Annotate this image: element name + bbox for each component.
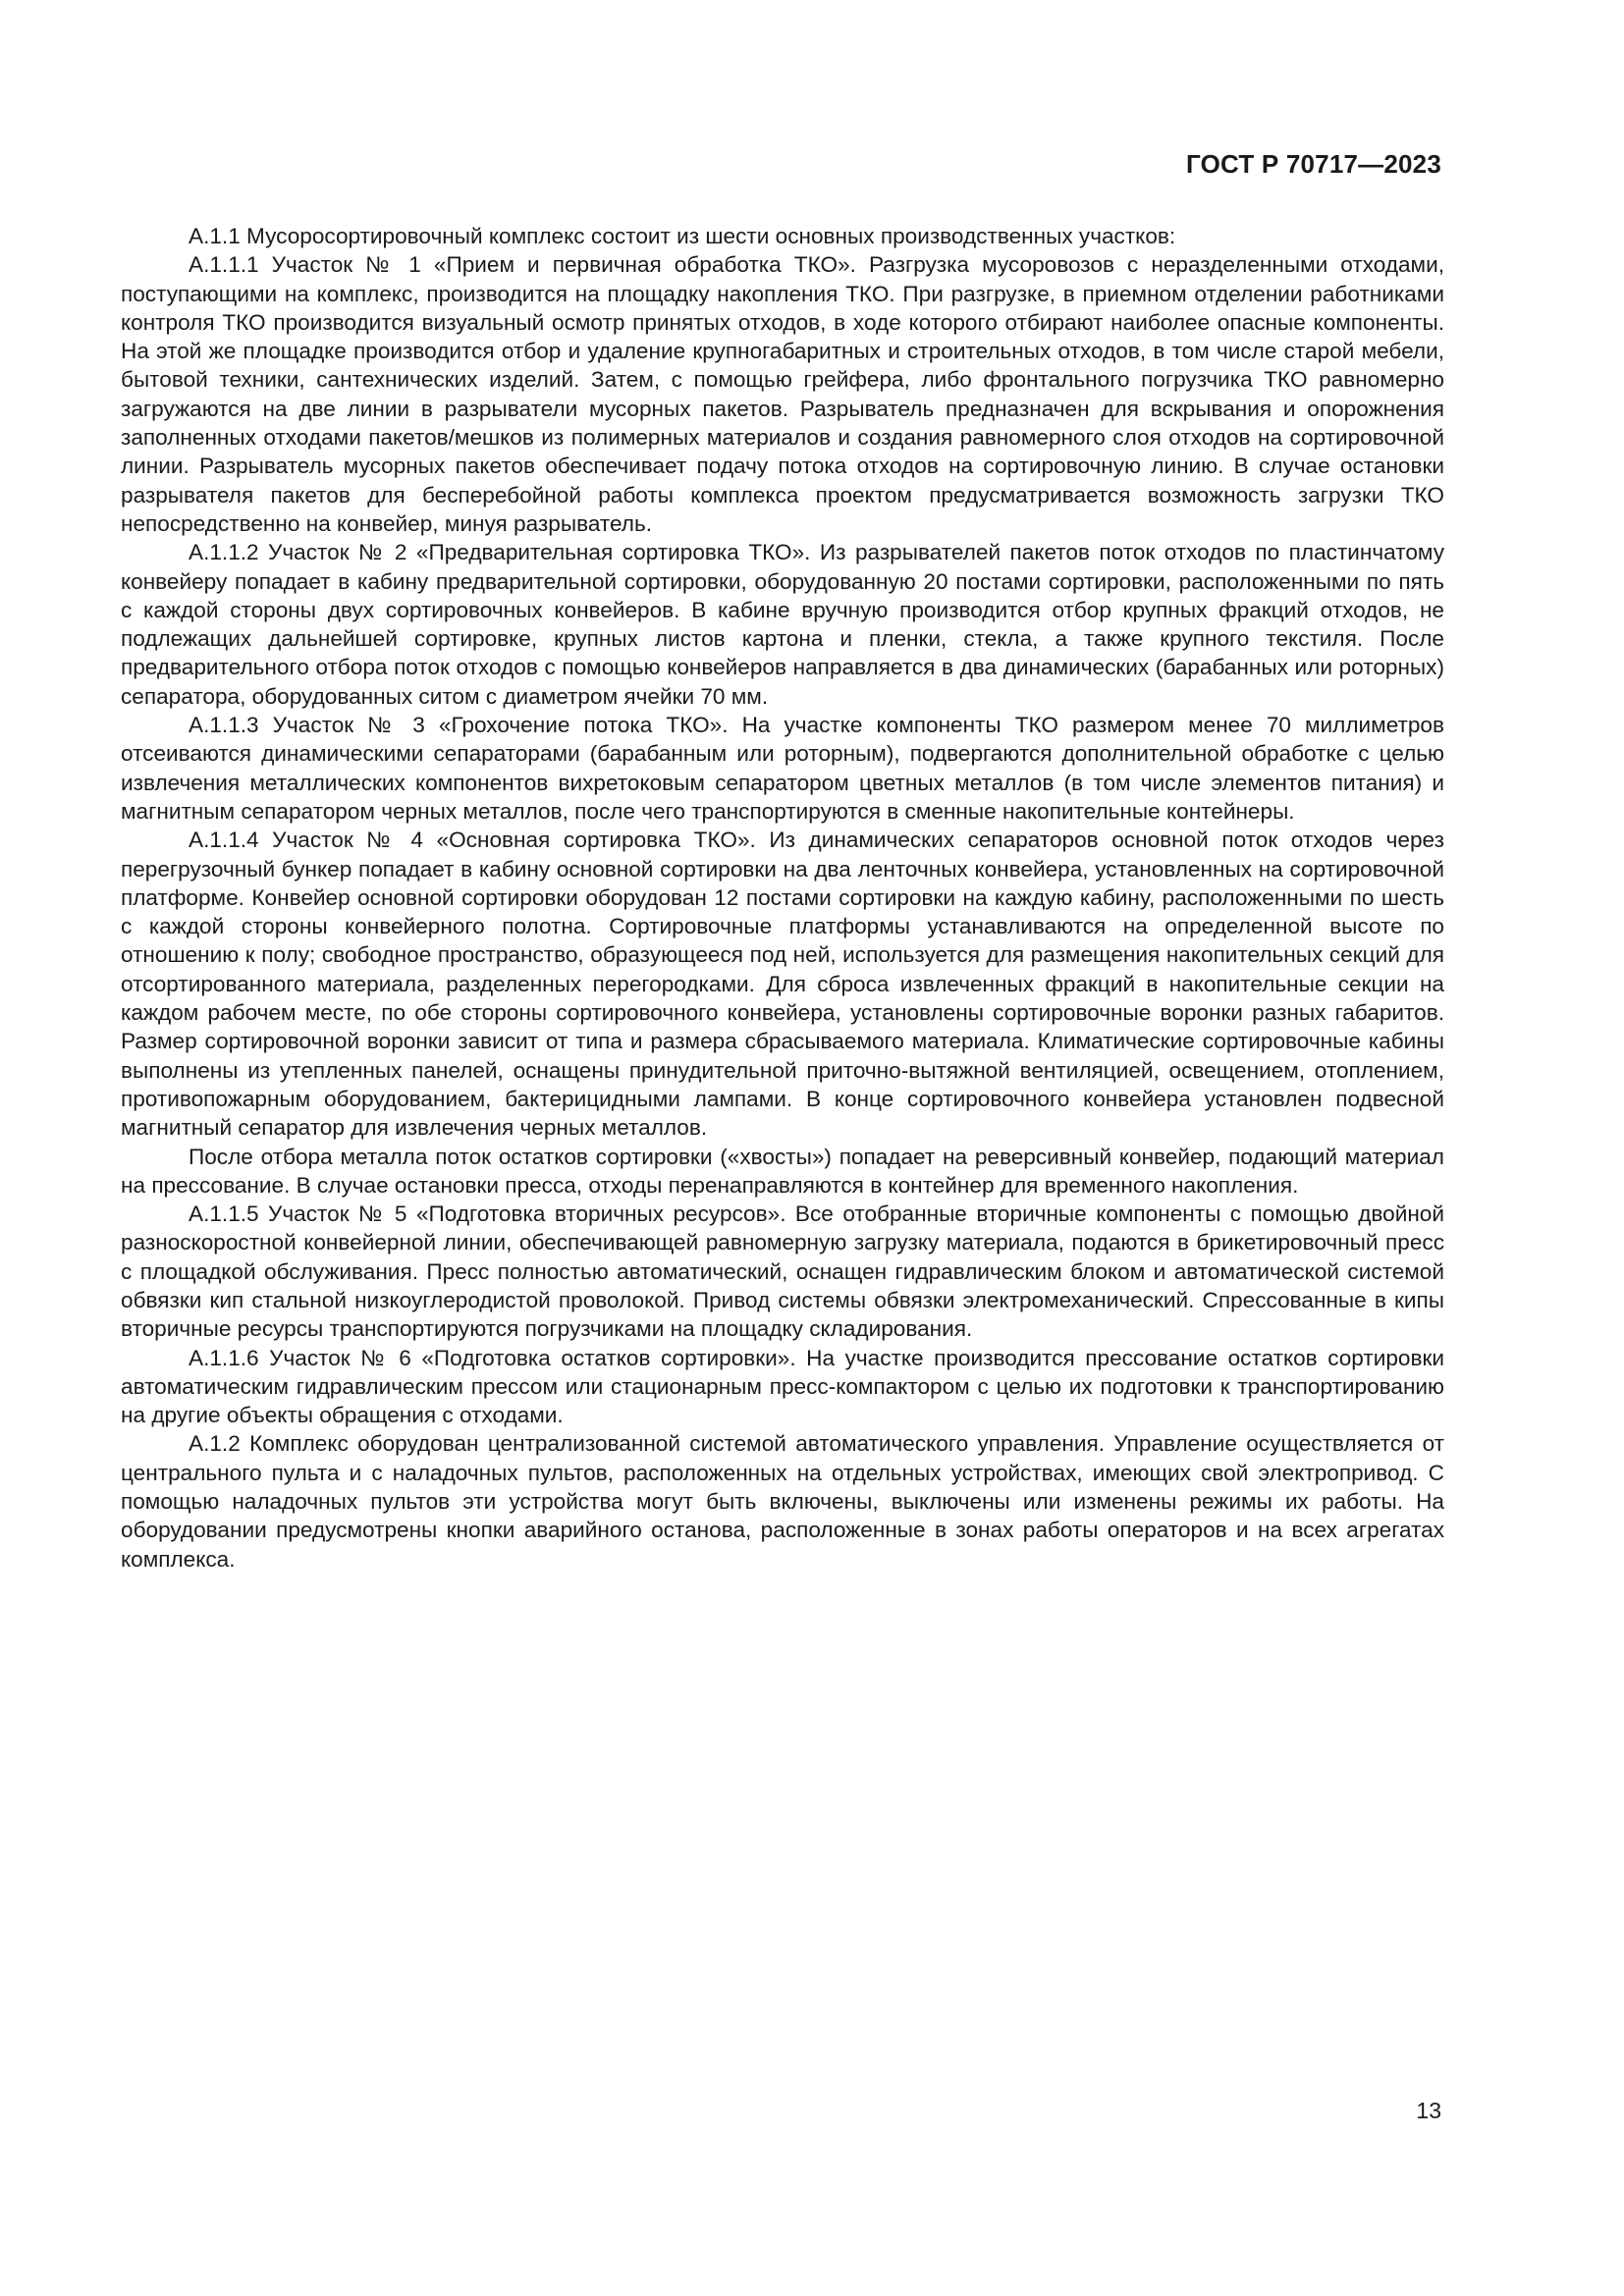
paragraph-a-1-2: А.1.2 Комплекс оборудован централизованной системой автоматического управления. Управление осуществляется от центрального пульта и с наладочных пультов, расположенных на отдельных устройствах, имеющих свой электропривод. С помощью наладочных пультов эти устройства могут быть включены, выключены или изменены режимы их работы. На оборудовании предусмотрены кнопки аварийного останова, расположенные в зонах работы операторов и на всех агрегатах комплекса. <box>121 1431 1444 1572</box>
paragraph-a-1-1-4: А.1.1.4 Участок № 4 «Основная сортировка ТКО». Из динамических сепараторов основной поток отходов через перегрузочный бункер попадает в кабину основной сортировки на два ленточных конвейера, установленных на сортировочной платформе. Конвейер основной сортировки оборудован 12 постами сортировки на каждую кабину, расположенными по шесть с каждой стороны конвейерного полотна. Сортировочные платформы устанавливаются на определенной высоте по отношению к полу; свободное пространство, образующееся под ней, используется для размещения накопительных секций для отсортированного материала, разделенных перегородками. Для сброса извлеченных фракций в накопительные секции на каждом рабочем месте, по обе стороны сортировочного конвейера, установлены сортировочные воронки разных габаритов. Размер сортировочной воронки зависит от типа и размера сбрасываемого материала. Климатические сортировочные кабины выполнены из утепленных панелей, оснащены принудительной приточно-вытяжной вентиляцией, освещением, отоплением, противопожарным оборудованием, бактерицидными лампами. В конце сортировочного конвейера установлен подвесной магнитный сепаратор для извлечения черных металлов. <box>121 828 1444 1141</box>
paragraph-a-1-1-2: А.1.1.2 Участок № 2 «Предварительная сортировка ТКО». Из разрывателей пакетов поток отходов по пластинчатому конвейеру попадает в кабину предварительной сортировки, оборудованную 20 постами сортировки, расположенными по пять с каждой стороны двух сортировочных конвейеров. В кабине вручную производится отбор крупных фракций отходов, не подлежащих дальнейшей сортировке, крупных листов картона и пленки, стекла, а также крупного текстиля. После предварительного отбора поток отходов с помощью конвейеров направляется в два динамических (барабанных или роторных) сепаратора, оборудованных ситом с диаметром ячейки 70 мм. <box>121 540 1444 709</box>
paragraph-a-1-1-1: А.1.1.1 Участок № 1 «Прием и первичная обработка ТКО». Разгрузка мусоровозов с неразделенными отходами, поступающими на комплекс, производится на площадку накопления ТКО. При разгрузке, в приемном отделении работниками контроля ТКО производится визуальный осмотр принятых отходов, в ходе которого отбирают наиболее опасные компоненты. На этой же площадке производится отбор и удаление крупногабаритных и строительных отходов, в том числе старой мебели, бытовой техники, сантехнических изделий. Затем, с помощью грейфера, либо фронтального погрузчика ТКО равномерно загружаются на две линии в разрыватели мусорных пакетов. Разрыватель предназначен для вскрывания и опорожнения заполненных отходами пакетов/мешков из полимерных материалов и создания равномерного слоя отходов на сортировочной линии. Разрыватель мусорных пакетов обеспечивает подачу потока отходов на сортировочную линию. В случае остановки разрывателя пакетов для бесперебойной работы комплекса проектом предусматривается возможность загрузки ТКО непосредственно на конвейер, минуя разрыватель. <box>121 252 1444 536</box>
paragraph-a-1-1-5: А.1.1.5 Участок № 5 «Подготовка вторичных ресурсов». Все отобранные вторичные компоненты с помощью двойной разноскоростной конвейерной линии, обеспечивающей равномерную загрузку материала, подаются в брикетировочный пресс с площадкой обслуживания. Пресс полностью автоматический, оснащен гидравлическим блоком и автоматической системой обвязки кип стальной низкоуглеродистой проволокой. Привод системы обвязки электромеханический. Спрессованные в кипы вторичные ресурсы транспортируются погрузчиками на площадку складирования. <box>121 1201 1444 1342</box>
paragraph-a-1-1-3: А.1.1.3 Участок № 3 «Грохочение потока ТКО». На участке компоненты ТКО размером менее 70 миллиметров отсеиваются динамическими сепараторами (барабанным или роторным), подвергаются дополнительной обработке с целью извлечения металлических компонентов вихретоковым сепаратором цветных металлов (в том числе элементов питания) и магнитным сепаратором черных металлов, после чего транспортируются в сменные накопительные контейнеры. <box>121 713 1444 824</box>
document-body <box>121 222 1444 1574</box>
document-id-header: ГОСТ Р 70717—2023 <box>1186 149 1441 179</box>
paragraph-a-1-1-6: А.1.1.6 Участок № 6 «Подготовка остатков сортировки». На участке производится прессование остатков сортировки автоматическим гидравлическим прессом или стационарным пресс-компактором с целью их подготовки к транспортированию на другие объекты обращения с отходами. <box>121 1345 1444 1428</box>
paragraph-a-1-1: А.1.1 Мусоросортировочный комплекс состоит из шести основных производственных участков: <box>189 224 1176 248</box>
paragraph-metal-removal: После отбора металла поток остатков сортировки («хвосты») попадает на реверсивный конвейер, подающий материал на прессование. В случае остановки пресса, отходы перенаправляются в контейнер для временного накопления. <box>121 1144 1444 1198</box>
page-number: 13 <box>1416 2098 1441 2123</box>
